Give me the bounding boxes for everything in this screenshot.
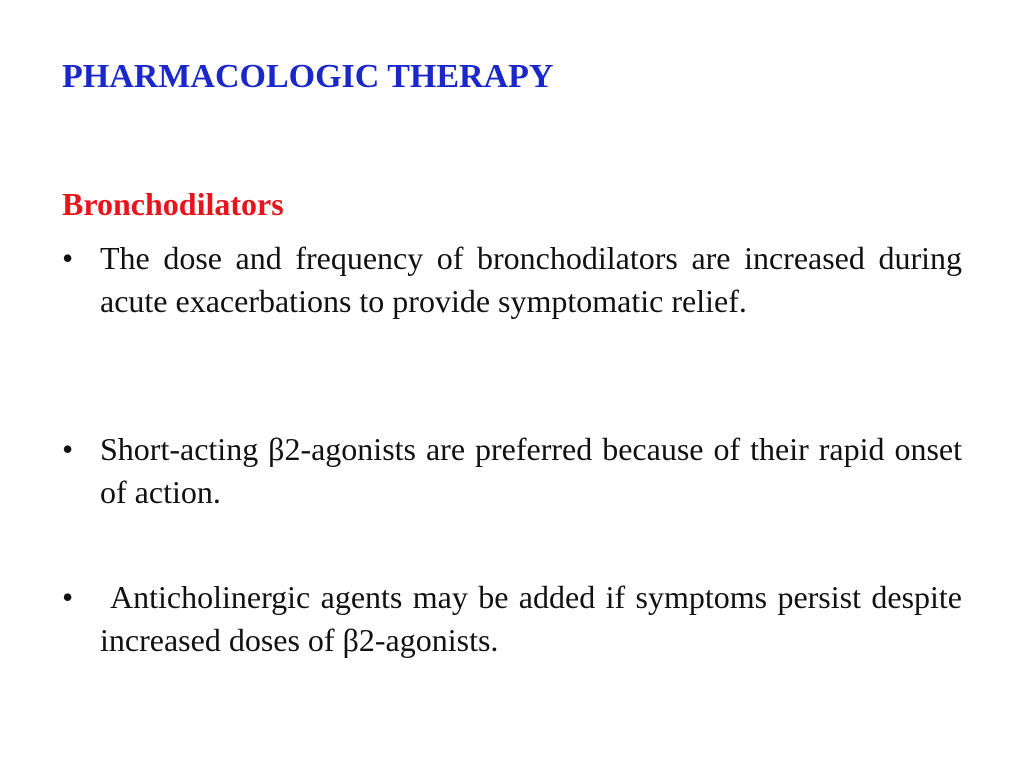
bullet-point-icon: • (62, 240, 74, 276)
bullet-text-1: The dose and frequency of bronchodilators are increased during acute exacerbations to provide symptomatic relief. (100, 240, 962, 319)
bullet-point-icon: • (62, 579, 74, 615)
bullet-text-2: Short-acting β2-agonists are preferred because of their rapid onset of action. (100, 431, 962, 510)
bullet-item-1 (62, 237, 962, 323)
bullet-item-2 (62, 428, 962, 514)
bullet-point-icon: • (62, 431, 74, 467)
bullet-text-3: Anticholinergic agents may be added if symptoms persist despite increased doses of β2-agonists. (100, 579, 962, 658)
bullet-item-3 (62, 576, 962, 662)
section-heading: Bronchodilators (62, 186, 284, 222)
page-title: PHARMACOLOGIC THERAPY (62, 58, 554, 95)
